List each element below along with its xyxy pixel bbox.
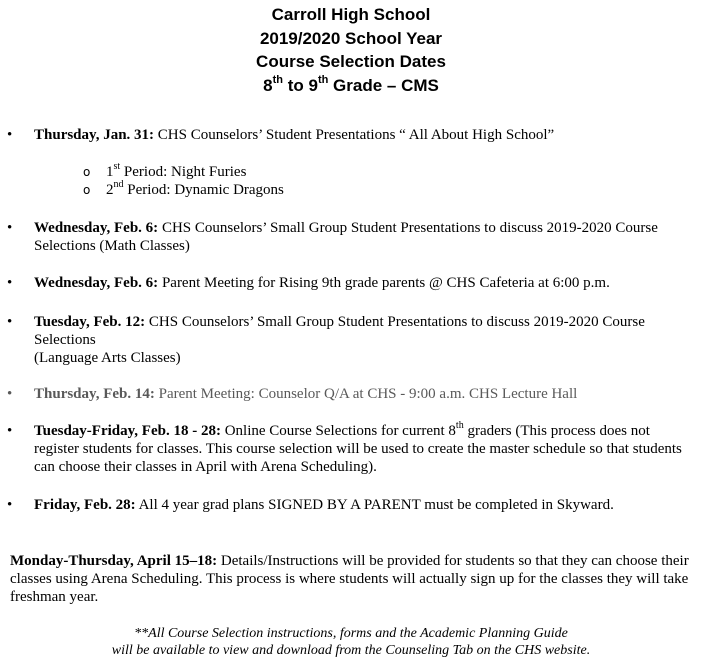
sub-list-item-text: 1st Period: Night Furies [106,161,247,180]
schedule-item-date: Wednesday, Feb. 6: [34,275,159,291]
bullet-icon: • [7,386,13,402]
schedule-item-text: Wednesday, Feb. 6: CHS Counselors’ Small Group Student Presentations to discuss 2019-2020 Course Selections (Math Classes) [34,220,658,254]
sub-list-item-text: 2nd Period: Dynamic Dragons [106,179,284,198]
schedule-item-text: Friday, Feb. 28: All 4 year grad plans SIGNED BY A PARENT must be completed in Skyward. [34,497,614,513]
bullet-icon: • [7,314,13,330]
circle-bullet-icon: o [83,165,91,179]
arena-scheduling-paragraph: Monday-Thursday, April 15–18: Details/Instructions will be provided for students so that they can choose their classes using Arena Scheduling. This process is where students will actually sign up for the classes they will take freshman year. [10,553,689,605]
schedule-item-text: Thursday, Feb. 14: Parent Meeting: Counselor Q/A at CHS - 9:00 a.m. CHS Lecture Hall [34,386,578,402]
footer-note [0,625,702,659]
schedule-item-date: Friday, Feb. 28: [34,497,136,513]
bullet-icon: • [7,275,13,291]
bullet-icon: • [7,127,13,143]
school-name: Carroll High School [271,5,431,24]
bullet-icon: • [7,220,13,236]
schedule-item-text: Wednesday, Feb. 6: Parent Meeting for Rising 9th grade parents @ CHS Cafeteria at 6:00 p.m. [34,275,610,291]
schedule-item-text: Tuesday, Feb. 12: CHS Counselors’ Small Group Student Presentations to discuss 2019-2020 Course Selections (Language Arts Classes) [34,314,645,366]
bullet-icon: • [7,497,13,513]
document-header [0,3,702,97]
footer-line: **All Course Selection instructions, forms and the Academic Planning Guide [134,626,568,641]
schedule-item-text: Tuesday-Friday, Feb. 18 - 28: Online Course Selections for current 8th graders (This process does not register students for classes. This course selection will be used to create the master schedule so that students can choose their classes in April with Arena Scheduling). [34,420,682,475]
bullet-icon: • [7,423,13,439]
grade-transition: 8th to 9th Grade – CMS [263,73,439,95]
circle-bullet-icon: o [83,183,91,197]
paragraph-date: Monday-Thursday, April 15–18: [10,553,218,569]
footer-line: will be available to view and download from the Counseling Tab on the CHS website. [111,643,591,658]
schedule-item-text: Thursday, Jan. 31: CHS Counselors’ Student Presentations “ All About High School” [34,127,555,143]
schedule-item-date: Wednesday, Feb. 6: [34,220,159,236]
schedule-item-date: Tuesday, Feb. 12: [34,314,146,330]
schedule-item-date: Thursday, Feb. 14: [34,386,155,402]
school-year: 2019/2020 School Year [259,28,443,48]
schedule-item-date: Tuesday-Friday, Feb. 18 - 28: [34,423,221,439]
document-title: Course Selection Dates [256,52,446,71]
schedule-item-date: Thursday, Jan. 31: [34,127,155,143]
